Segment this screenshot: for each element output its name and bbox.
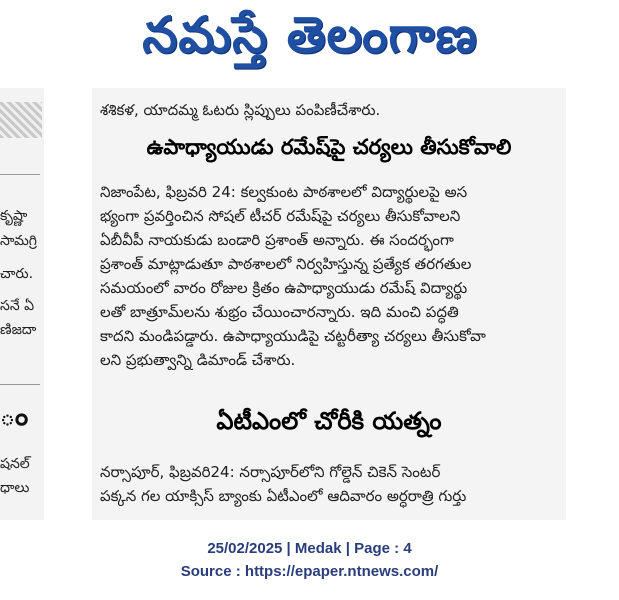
footer-source-link[interactable]: Source : https://epaper.ntnews.com/ <box>180 563 439 580</box>
left-column-line: సామగ్రి <box>0 233 37 249</box>
left-column-line: చారు. <box>0 266 34 282</box>
article-headline: ఏటీఎంలో చోరీకి యత్నం <box>216 407 442 435</box>
footer-date-page: 25/02/2025 | Medak | Page : 4 <box>207 540 412 557</box>
article-body-line: సమయంలో వారం రోజుల క్రితం ఉపాధ్యాయుడు రమేష్ విద్యార్థు <box>100 279 468 297</box>
article-body-line: లని ప్రభుత్వాన్ని డిమాండ్ చేశారు. <box>100 351 296 369</box>
article-body-line: పక్కన గల యాక్సిస్ బ్యాంకు ఏటీఎంలో ఆదివారం అర్ధరాత్రి గుర్తు <box>100 487 467 505</box>
left-column-line: ధాలు <box>0 480 30 496</box>
left-column-line: కృష్ణా <box>0 208 28 224</box>
article-body-line: నర్సాపూర్, ఫిబ్రవరి24: నర్సాపూర్‌లోని గోల్డెన్ చికెన్ సెంటర్ <box>100 463 441 481</box>
article-body-line: లతో బాత్రూమ్‌లను శుభ్రం చేయించారన్నారు. ఇది మంచి పద్ధతి <box>100 303 459 321</box>
left-column-heading: ం <box>0 402 29 432</box>
article-body-line: నిజాంపేట, ఫిబ్రవరి 24: కల్వకుంట పాఠశాలలో విద్యార్థులపై అస <box>100 183 468 201</box>
left-column-line: ణిజదా <box>0 322 37 338</box>
left-column-line: సనే ఏ <box>0 298 35 314</box>
left-column-line: షనల్ <box>0 456 30 472</box>
masthead-logo: నమస్తే తెలంగాణ <box>142 5 478 64</box>
left-photo-thumbnail <box>0 102 42 138</box>
article-body-line: భ్యంగా ప్రవర్తించిన సోషల్ టీచర్ రమేష్‌పై చర్యలు తీసుకోవాలని <box>100 207 461 225</box>
article-body-line: ఏబీవీపీ నాయకుడు బండారి ప్రశాంత్ అన్నారు. ఈ సందర్భంగా <box>100 231 454 249</box>
left-column-fragment <box>0 88 44 520</box>
main-article-column <box>92 88 566 520</box>
continued-article-line: శశికళ, యాదమ్మ ఓటరు స్లిప్పులు పంపిణీచేశారు. <box>100 101 381 119</box>
newspaper-clip <box>0 88 566 520</box>
left-column-divider <box>0 384 40 385</box>
article-body-line: ప్రశాంత్ మాట్లాడుతూ పాఠశాలలో నిర్వహిస్తున్న ప్రత్యేక తరగతుల <box>100 255 472 273</box>
article-body-line: కాదని మండిపడ్డారు. ఉపాధ్యాయుడిపై చట్టరీత్యా చర్యలు తీసుకోవా <box>100 327 486 345</box>
left-column-divider <box>0 174 40 175</box>
article-headline: ఉపాధ్యాయుడు రమేష్‌పై చర్యలు తీసుకోవాలి <box>146 135 512 159</box>
